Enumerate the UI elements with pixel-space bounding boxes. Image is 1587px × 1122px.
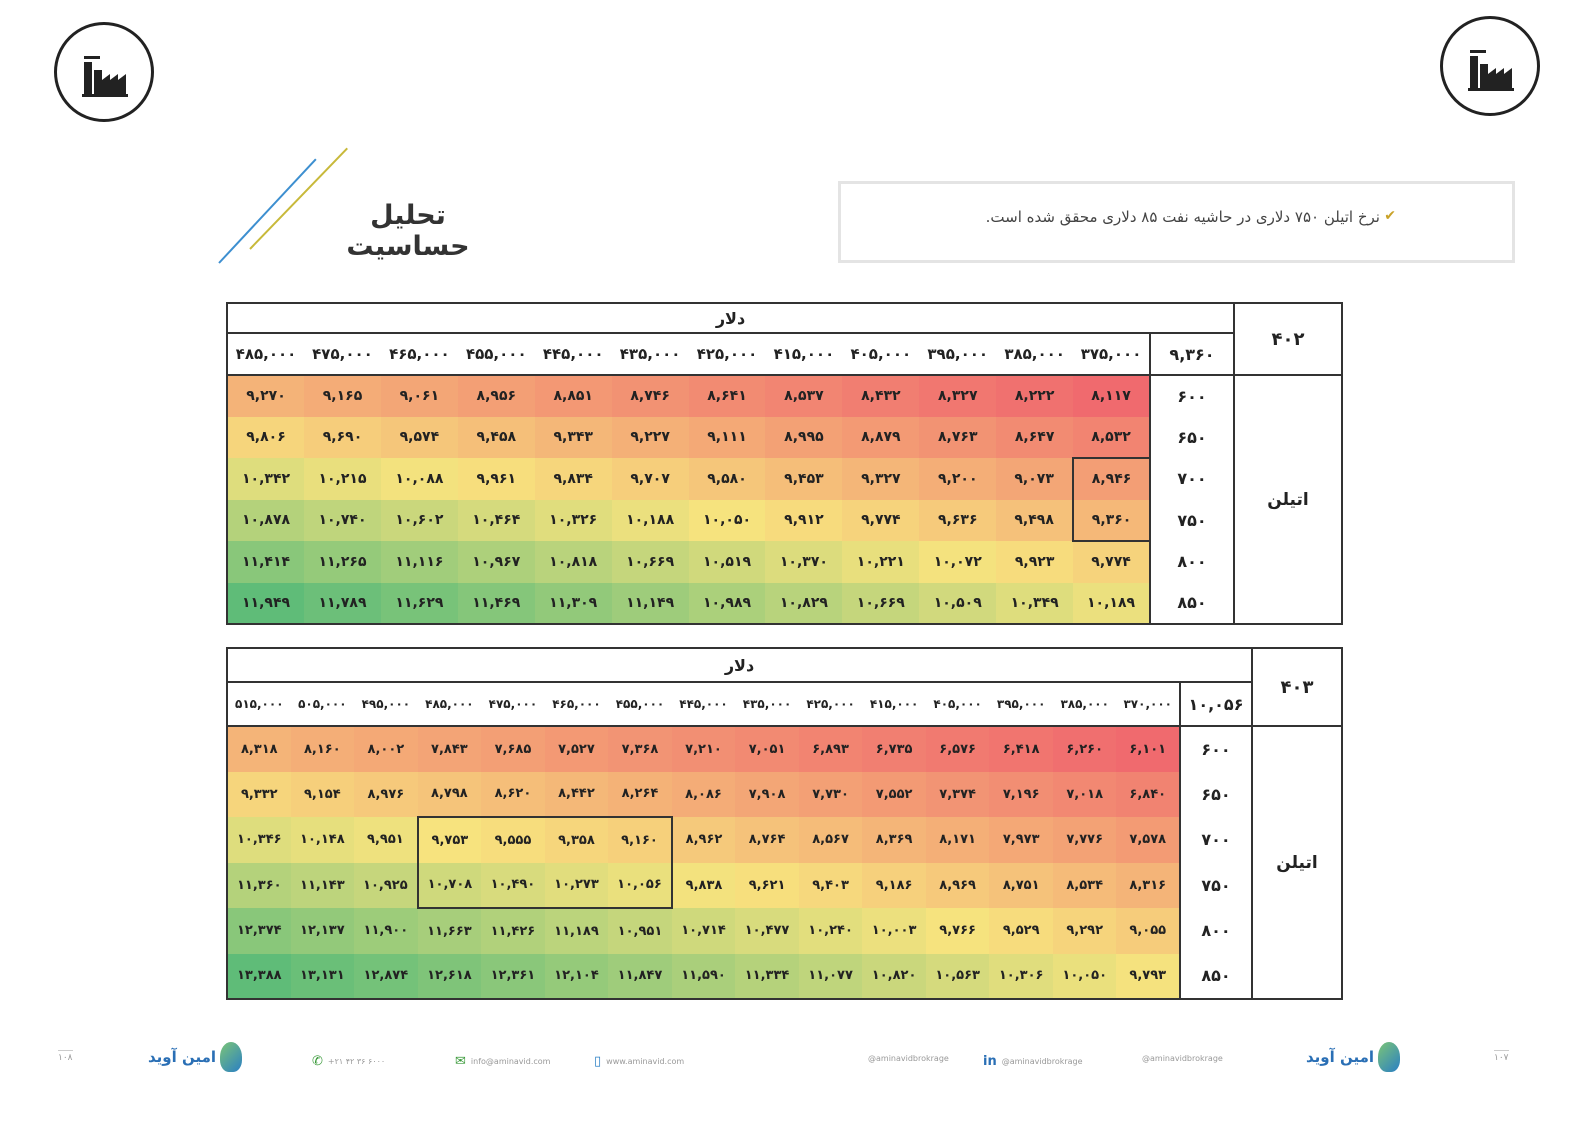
value-cell: ۷,۲۱۰ [672, 726, 736, 772]
mail-icon: ✉ [455, 1054, 466, 1069]
value-cell: ۱۰,۵۰۹ [919, 583, 996, 625]
column-header: ۳۷۰,۰۰۰ [1116, 682, 1180, 726]
column-header: ۴۷۵,۰۰۰ [304, 333, 381, 375]
table-corner-label: ۴۰۳ [1252, 648, 1342, 726]
value-cell: ۸,۹۵۶ [458, 375, 535, 417]
brand-logo-right [1306, 1042, 1400, 1072]
value-cell: ۷,۵۲۷ [545, 726, 609, 772]
column-header: ۴۳۵,۰۰۰ [735, 682, 799, 726]
value-cell: ۱۲,۶۱۸ [418, 954, 482, 1000]
value-cell: ۹,۲۰۰ [919, 458, 996, 500]
value-cell: ۱۰,۴۷۷ [735, 908, 799, 954]
table-row [227, 458, 1342, 500]
value-cell: ۸,۲۲۲ [996, 375, 1073, 417]
value-cell: ۹,۵۷۴ [381, 417, 458, 459]
value-cell: ۱۲,۱۰۴ [545, 954, 609, 1000]
column-header: ۳۸۵,۰۰۰ [996, 333, 1073, 375]
column-header: ۴۰۵,۰۰۰ [842, 333, 919, 375]
value-cell: ۹,۴۵۸ [458, 417, 535, 459]
value-cell: ۹,۸۰۶ [227, 417, 304, 459]
value-cell: ۹,۷۹۳ [1116, 954, 1180, 1000]
brand-logo-left [148, 1042, 242, 1072]
value-cell: ۹,۳۳۲ [227, 772, 291, 818]
value-cell: ۹,۷۰۷ [612, 458, 689, 500]
value-cell: ۱۱,۸۴۷ [608, 954, 672, 1000]
value-cell: ۶,۴۱۸ [989, 726, 1053, 772]
value-cell: ۸,۹۷۶ [354, 772, 418, 818]
base-value: ۹,۳۶۰ [1150, 333, 1234, 375]
company-logo-left [54, 22, 154, 122]
value-cell: ۹,۵۸۰ [689, 458, 766, 500]
value-cell: ۸,۷۹۸ [418, 772, 482, 818]
table-row [227, 500, 1342, 542]
value-cell: ۱۰,۱۴۸ [291, 817, 355, 863]
value-cell: ۸,۴۳۲ [842, 375, 919, 417]
value-cell: ۸,۳۱۸ [227, 726, 291, 772]
value-cell: ۱۰,۰۰۳ [862, 908, 926, 954]
value-cell: ۸,۱۷۱ [926, 817, 990, 863]
email-text: info@aminavid.com [470, 1057, 551, 1066]
value-cell: ۸,۰۸۶ [672, 772, 736, 818]
value-cell: ۷,۷۷۶ [1053, 817, 1117, 863]
column-header: ۴۸۵,۰۰۰ [227, 333, 304, 375]
value-cell: ۹,۶۳۶ [919, 500, 996, 542]
brand-mark-icon [220, 1042, 242, 1072]
value-cell: ۱۰,۶۶۹ [842, 583, 919, 625]
value-cell: ۱۰,۸۲۹ [765, 583, 842, 625]
value-cell: ۱۱,۹۴۹ [227, 583, 304, 625]
value-cell: ۸,۷۶۴ [735, 817, 799, 863]
value-cell: ۹,۱۶۰ [608, 817, 672, 863]
table-row [227, 908, 1342, 954]
value-cell: ۸,۱۱۷ [1073, 375, 1150, 417]
value-cell: ۹,۳۶۰ [1073, 500, 1150, 542]
value-cell: ۹,۳۵۸ [545, 817, 609, 863]
value-cell: ۱۱,۳۰۹ [535, 583, 612, 625]
value-cell: ۹,۵۲۹ [989, 908, 1053, 954]
value-cell: ۱۳,۳۸۸ [227, 954, 291, 1000]
value-cell: ۸,۳۶۹ [862, 817, 926, 863]
value-cell: ۱۱,۰۷۷ [799, 954, 863, 1000]
row-header: ۶۵۰ [1180, 772, 1252, 818]
value-cell: ۱۰,۲۷۳ [545, 863, 609, 909]
value-cell: ۱۰,۹۲۵ [354, 863, 418, 909]
value-cell: ۹,۱۶۵ [304, 375, 381, 417]
column-header: ۴۷۵,۰۰۰ [481, 682, 545, 726]
sensitivity-table-403 [226, 647, 1343, 1000]
value-cell: ۱۰,۸۷۸ [227, 500, 304, 542]
value-cell: ۱۱,۶۶۳ [418, 908, 482, 954]
value-cell: ۸,۶۴۱ [689, 375, 766, 417]
value-cell: ۱۱,۴۱۴ [227, 541, 304, 583]
value-cell: ۱۰,۱۸۸ [612, 500, 689, 542]
column-header: ۵۰۵,۰۰۰ [291, 682, 355, 726]
column-header: ۳۹۵,۰۰۰ [919, 333, 996, 375]
value-cell: ۸,۵۶۷ [799, 817, 863, 863]
factory-icon [72, 40, 136, 104]
value-cell: ۹,۸۳۴ [535, 458, 612, 500]
value-cell: ۱۰,۲۴۰ [799, 908, 863, 954]
value-cell: ۸,۷۴۶ [612, 375, 689, 417]
column-header: ۴۰۵,۰۰۰ [926, 682, 990, 726]
value-cell: ۹,۲۷۰ [227, 375, 304, 417]
value-cell: ۷,۱۹۶ [989, 772, 1053, 818]
value-cell: ۱۰,۳۲۶ [535, 500, 612, 542]
value-cell: ۹,۷۷۴ [1073, 541, 1150, 583]
value-cell: ۹,۷۶۶ [926, 908, 990, 954]
value-cell: ۱۲,۳۶۱ [481, 954, 545, 1000]
row-group-label: اتیلن [1252, 726, 1342, 999]
value-cell: ۱۰,۰۷۲ [919, 541, 996, 583]
value-cell: ۷,۶۸۵ [481, 726, 545, 772]
footer-phone[interactable] [312, 1054, 385, 1069]
base-value: ۱۰,۰۵۶ [1180, 682, 1252, 726]
value-cell: ۹,۲۹۲ [1053, 908, 1117, 954]
value-cell: ۷,۹۷۳ [989, 817, 1053, 863]
value-cell: ۱۲,۳۷۴ [227, 908, 291, 954]
value-cell: ۹,۳۲۷ [842, 458, 919, 500]
value-cell: ۱۱,۳۶۰ [227, 863, 291, 909]
value-cell: ۱۰,۹۶۷ [458, 541, 535, 583]
column-header: ۴۶۵,۰۰۰ [545, 682, 609, 726]
value-cell: ۱۰,۸۱۸ [535, 541, 612, 583]
footer-social-3[interactable] [1142, 1054, 1223, 1063]
column-header: ۴۴۵,۰۰۰ [672, 682, 736, 726]
value-cell: ۹,۹۶۱ [458, 458, 535, 500]
table-row [227, 375, 1342, 417]
page-title: تحلیل حساسیت [346, 200, 470, 262]
value-cell: ۱۳,۱۳۱ [291, 954, 355, 1000]
value-cell: ۸,۹۹۵ [765, 417, 842, 459]
brand-name: امین آوید [1306, 1048, 1375, 1066]
value-cell: ۱۰,۲۲۱ [842, 541, 919, 583]
value-cell: ۸,۳۲۷ [919, 375, 996, 417]
value-cell: ۹,۷۵۳ [418, 817, 482, 863]
table-row [227, 863, 1342, 909]
footer-email[interactable] [455, 1054, 550, 1069]
footer [0, 1042, 1587, 1082]
value-cell: ۸,۸۷۹ [842, 417, 919, 459]
value-cell: ۱۰,۷۰۸ [418, 863, 482, 909]
value-cell: ۷,۰۱۸ [1053, 772, 1117, 818]
value-cell: ۱۰,۶۰۲ [381, 500, 458, 542]
row-header: ۷۵۰ [1180, 863, 1252, 909]
value-cell: ۶,۵۷۶ [926, 726, 990, 772]
value-cell: ۹,۶۹۰ [304, 417, 381, 459]
value-cell: ۸,۵۳۴ [1053, 863, 1117, 909]
value-cell: ۱۰,۶۶۹ [612, 541, 689, 583]
currency-header: دلار [227, 303, 1234, 333]
table-row [227, 541, 1342, 583]
value-cell: ۱۰,۹۵۱ [608, 908, 672, 954]
value-cell: ۹,۵۵۵ [481, 817, 545, 863]
value-cell: ۱۲,۱۳۷ [291, 908, 355, 954]
value-cell: ۹,۱۱۱ [689, 417, 766, 459]
column-header: ۴۳۵,۰۰۰ [612, 333, 689, 375]
row-header: ۸۰۰ [1150, 541, 1234, 583]
row-header: ۷۵۰ [1150, 500, 1234, 542]
value-cell: ۱۰,۰۵۰ [1053, 954, 1117, 1000]
value-cell: ۹,۶۲۱ [735, 863, 799, 909]
value-cell: ۱۰,۹۸۹ [689, 583, 766, 625]
value-cell: ۸,۵۳۲ [1073, 417, 1150, 459]
column-header: ۴۸۵,۰۰۰ [418, 682, 482, 726]
value-cell: ۱۲,۸۷۴ [354, 954, 418, 1000]
column-header: ۴۲۵,۰۰۰ [689, 333, 766, 375]
value-cell: ۸,۵۳۷ [765, 375, 842, 417]
value-cell: ۱۱,۳۳۴ [735, 954, 799, 1000]
value-cell: ۸,۳۱۶ [1116, 863, 1180, 909]
check-icon: ✔ [1384, 208, 1396, 224]
value-cell: ۹,۴۰۳ [799, 863, 863, 909]
table-row [227, 954, 1342, 1000]
value-cell: ۱۱,۹۰۰ [354, 908, 418, 954]
page-number-right: ۱۰۷ [1494, 1050, 1509, 1063]
value-cell: ۹,۷۷۴ [842, 500, 919, 542]
value-cell: ۶,۷۳۵ [862, 726, 926, 772]
value-cell: ۹,۰۶۱ [381, 375, 458, 417]
value-cell: ۶,۲۶۰ [1053, 726, 1117, 772]
value-cell: ۸,۶۲۰ [481, 772, 545, 818]
table-row [227, 583, 1342, 625]
value-cell: ۷,۹۰۸ [735, 772, 799, 818]
value-cell: ۸,۴۴۲ [545, 772, 609, 818]
row-header: ۷۰۰ [1150, 458, 1234, 500]
phone-text: +۲۱ ۴۲ ۳۶ ۶۰۰۰ [327, 1057, 386, 1066]
row-header: ۶۰۰ [1150, 375, 1234, 417]
social-text: @aminavidbrokrage [868, 1054, 949, 1063]
row-group-label: اتیلن [1234, 375, 1342, 624]
value-cell: ۸,۷۵۱ [989, 863, 1053, 909]
brand-mark-icon [1378, 1042, 1400, 1072]
column-header: ۴۵۵,۰۰۰ [458, 333, 535, 375]
value-cell: ۱۰,۴۶۴ [458, 500, 535, 542]
value-cell: ۱۰,۸۲۰ [862, 954, 926, 1000]
value-cell: ۹,۴۹۸ [996, 500, 1073, 542]
value-cell: ۱۰,۳۷۰ [765, 541, 842, 583]
column-header: ۴۲۵,۰۰۰ [799, 682, 863, 726]
value-cell: ۷,۵۷۸ [1116, 817, 1180, 863]
value-cell: ۱۰,۳۴۹ [996, 583, 1073, 625]
column-header: ۳۹۵,۰۰۰ [989, 682, 1053, 726]
row-header: ۸۵۰ [1180, 954, 1252, 1000]
table-row [227, 417, 1342, 459]
table-corner-label: ۴۰۲ [1234, 303, 1342, 375]
row-header: ۸۰۰ [1180, 908, 1252, 954]
social-text: @aminavidbrokrage [1142, 1054, 1223, 1063]
value-cell: ۱۱,۱۴۳ [291, 863, 355, 909]
value-cell: ۱۰,۷۱۴ [672, 908, 736, 954]
table-row [227, 817, 1342, 863]
value-cell: ۹,۹۵۱ [354, 817, 418, 863]
value-cell: ۱۰,۰۸۸ [381, 458, 458, 500]
value-cell: ۹,۸۳۸ [672, 863, 736, 909]
column-header: ۴۴۵,۰۰۰ [535, 333, 612, 375]
value-cell: ۹,۰۷۳ [996, 458, 1073, 500]
value-cell: ۱۰,۱۸۹ [1073, 583, 1150, 625]
value-cell: ۶,۸۹۳ [799, 726, 863, 772]
value-cell: ۱۰,۴۹۰ [481, 863, 545, 909]
value-cell: ۱۰,۷۴۰ [304, 500, 381, 542]
value-cell: ۸,۶۴۷ [996, 417, 1073, 459]
value-cell: ۹,۳۴۳ [535, 417, 612, 459]
company-logo-right [1440, 16, 1540, 116]
sensitivity-table-402 [226, 302, 1343, 625]
row-header: ۶۰۰ [1180, 726, 1252, 772]
value-cell: ۹,۰۵۵ [1116, 908, 1180, 954]
value-cell: ۱۰,۵۱۹ [689, 541, 766, 583]
value-cell: ۸,۷۶۳ [919, 417, 996, 459]
column-header: ۴۹۵,۰۰۰ [354, 682, 418, 726]
row-header: ۸۵۰ [1150, 583, 1234, 625]
value-cell: ۱۱,۴۶۹ [458, 583, 535, 625]
linkedin-icon: in [983, 1054, 997, 1069]
value-cell: ۹,۲۲۷ [612, 417, 689, 459]
value-cell: ۱۰,۰۵۰ [689, 500, 766, 542]
value-cell: ۱۰,۰۵۶ [608, 863, 672, 909]
value-cell: ۸,۰۰۲ [354, 726, 418, 772]
value-cell: ۱۰,۲۱۵ [304, 458, 381, 500]
value-cell: ۹,۱۵۴ [291, 772, 355, 818]
web-text: www.aminavid.com [606, 1057, 685, 1066]
value-cell: ۷,۷۳۰ [799, 772, 863, 818]
value-cell: ۱۰,۳۰۶ [989, 954, 1053, 1000]
factory-icon [1458, 34, 1522, 98]
column-header: ۴۱۵,۰۰۰ [862, 682, 926, 726]
value-cell: ۷,۵۵۲ [862, 772, 926, 818]
footer-web[interactable] [594, 1054, 684, 1069]
decorative-line-blue [218, 158, 316, 263]
footer-social-1[interactable] [868, 1054, 949, 1063]
row-header: ۶۵۰ [1150, 417, 1234, 459]
phone-icon: ✆ [312, 1054, 323, 1069]
value-cell: ۱۱,۴۲۶ [481, 908, 545, 954]
mouse-icon: ▯ [594, 1054, 602, 1069]
value-cell: ۸,۹۶۹ [926, 863, 990, 909]
value-cell: ۱۱,۱۴۹ [612, 583, 689, 625]
brand-name: امین آوید [148, 1048, 217, 1066]
value-cell: ۸,۹۶۲ [672, 817, 736, 863]
value-cell: ۱۰,۳۴۲ [227, 458, 304, 500]
table-row [227, 772, 1342, 818]
value-cell: ۸,۲۶۴ [608, 772, 672, 818]
value-cell: ۸,۸۵۱ [535, 375, 612, 417]
value-cell: ۱۱,۱۸۹ [545, 908, 609, 954]
value-cell: ۱۱,۲۶۵ [304, 541, 381, 583]
value-cell: ۱۰,۳۴۶ [227, 817, 291, 863]
value-cell: ۶,۸۴۰ [1116, 772, 1180, 818]
value-cell: ۷,۳۶۸ [608, 726, 672, 772]
value-cell: ۱۱,۶۲۹ [381, 583, 458, 625]
value-cell: ۷,۳۷۴ [926, 772, 990, 818]
value-cell: ۹,۹۲۳ [996, 541, 1073, 583]
value-cell: ۱۰,۵۶۳ [926, 954, 990, 1000]
column-header: ۳۷۵,۰۰۰ [1073, 333, 1150, 375]
value-cell: ۸,۹۴۶ [1073, 458, 1150, 500]
value-cell: ۷,۸۴۳ [418, 726, 482, 772]
page-number-left: ۱۰۸ [58, 1050, 73, 1063]
value-cell: ۱۱,۵۹۰ [672, 954, 736, 1000]
value-cell: ۱۱,۱۱۶ [381, 541, 458, 583]
table-row [227, 726, 1342, 772]
note-text: نرخ اتیلن ۷۵۰ دلاری در حاشیه نفت ۸۵ دلاری محقق شده است. [985, 208, 1380, 226]
value-cell: ۹,۹۱۲ [765, 500, 842, 542]
column-header: ۳۸۵,۰۰۰ [1053, 682, 1117, 726]
column-header: ۴۵۵,۰۰۰ [608, 682, 672, 726]
value-cell: ۹,۱۸۶ [862, 863, 926, 909]
note-box [838, 181, 1515, 263]
column-header: ۴۶۵,۰۰۰ [381, 333, 458, 375]
currency-header: دلار [227, 648, 1252, 682]
value-cell: ۸,۱۶۰ [291, 726, 355, 772]
row-header: ۷۰۰ [1180, 817, 1252, 863]
value-cell: ۷,۰۵۱ [735, 726, 799, 772]
linkedin-text: @aminavidbrokrage [1001, 1057, 1083, 1066]
footer-linkedin[interactable] [983, 1054, 1083, 1069]
value-cell: ۹,۴۵۳ [765, 458, 842, 500]
column-header: ۴۱۵,۰۰۰ [765, 333, 842, 375]
value-cell: ۱۱,۷۸۹ [304, 583, 381, 625]
value-cell: ۶,۱۰۱ [1116, 726, 1180, 772]
column-header: ۵۱۵,۰۰۰ [227, 682, 291, 726]
